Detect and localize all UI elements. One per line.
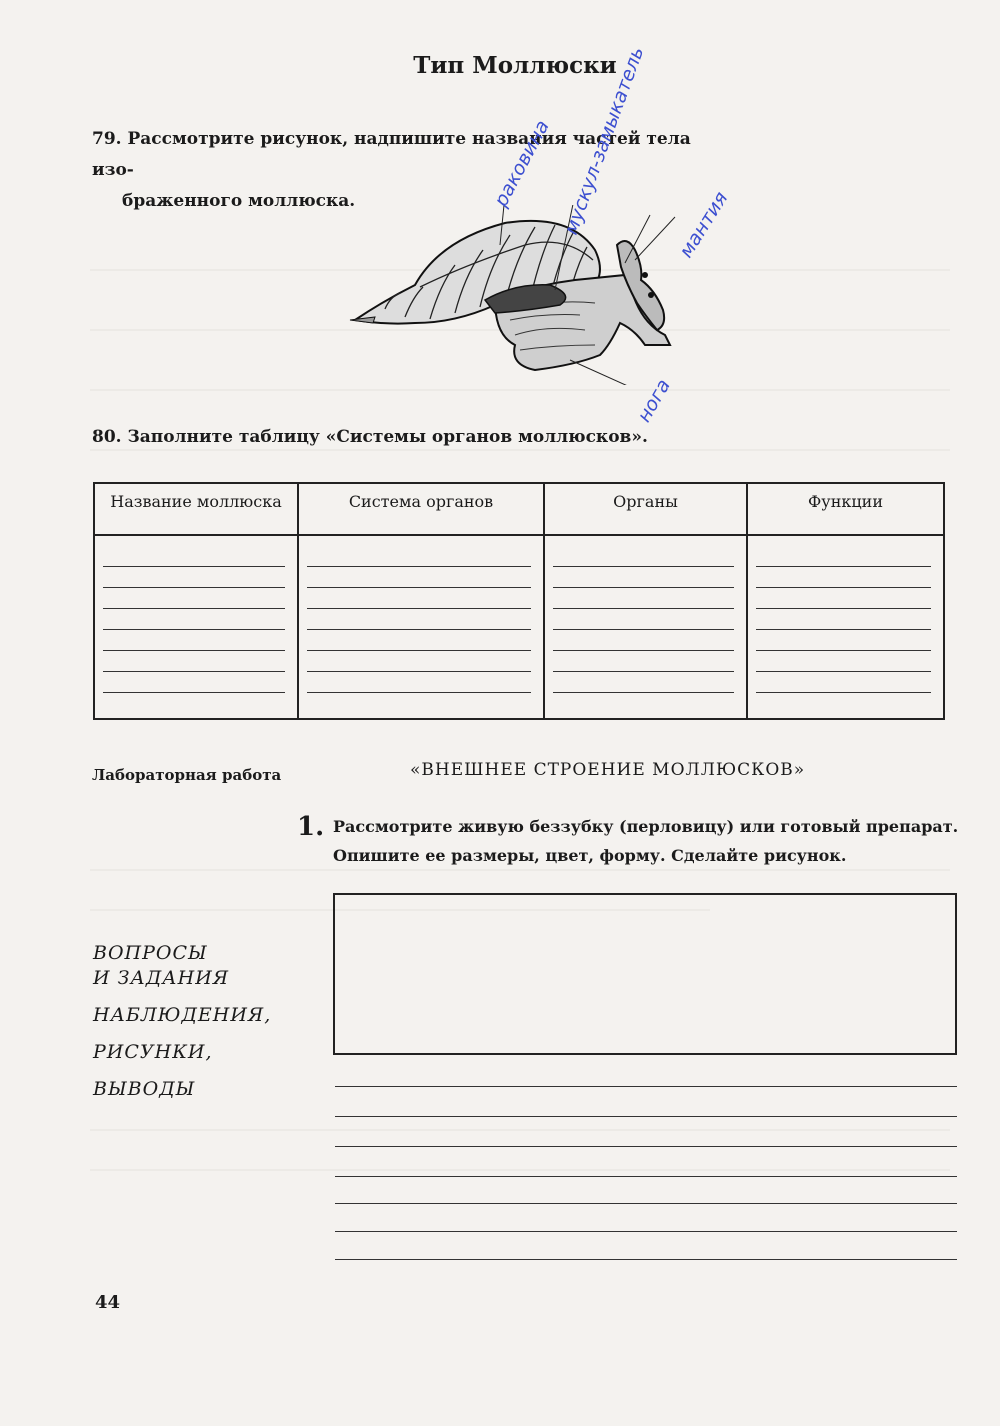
snail-illustration <box>345 205 690 385</box>
task-80 <box>92 422 792 453</box>
lab-step-line2: Опишите ее размеры, цвет, форму. Сделайте рисунок. <box>333 846 847 865</box>
handwritten-label-foot: нога <box>633 375 675 426</box>
handwritten-label-mantle: мантия <box>675 187 733 262</box>
task-79-number: 79. <box>92 129 122 149</box>
answer-line[interactable] <box>335 1231 957 1232</box>
table-header-row <box>94 483 944 535</box>
answer-line[interactable] <box>335 1203 957 1204</box>
column-header-organ-system: Система органов <box>298 483 544 535</box>
organ-systems-table <box>93 482 945 720</box>
column-header-mollusk-name: Название моллюска <box>94 483 298 535</box>
answer-line[interactable] <box>335 1146 957 1147</box>
answer-cell-organ-system[interactable] <box>298 535 544 719</box>
handwritten-label-shell: раковина <box>490 116 554 211</box>
task-80-number: 80. <box>92 427 122 447</box>
page-title: Тип Моллюски <box>413 52 617 79</box>
answer-line[interactable] <box>335 1086 957 1087</box>
sidebar-line3: НАБЛЮДЕНИЯ, <box>93 1004 272 1026</box>
answer-cell-organs[interactable] <box>544 535 747 719</box>
column-header-functions: Функции <box>747 483 944 535</box>
lab-step-text <box>333 812 973 870</box>
sidebar-line1: ВОПРОСЫ <box>93 942 208 964</box>
sidebar-section <box>93 937 313 1106</box>
lab-label: Лабораторная работа <box>92 766 282 784</box>
sidebar-line5: ВЫВОДЫ <box>93 1078 196 1100</box>
answer-line[interactable] <box>335 1176 957 1177</box>
sidebar-line2: И ЗАДАНИЯ <box>93 967 230 989</box>
column-header-organs: Органы <box>544 483 747 535</box>
lab-title: «ВНЕШНЕЕ СТРОЕНИЕ МОЛЛЮСКОВ» <box>410 760 806 780</box>
lab-step-line1: Рассмотрите живую беззубку (перловицу) или готовый препарат. <box>333 817 959 836</box>
handwritten-label-muscle: мускул-замыкатель <box>560 43 649 238</box>
lab-step-number: 1. <box>297 812 325 842</box>
page-number: 44 <box>95 1292 121 1313</box>
task-79-text-line1: Рассмотрите рисунок, надпишите названия частей тела изо- <box>92 129 691 180</box>
answer-line[interactable] <box>335 1259 957 1260</box>
table-answer-row <box>94 535 944 719</box>
answer-cell-functions[interactable] <box>747 535 944 719</box>
task-79 <box>92 124 732 217</box>
sidebar-line4: РИСУНКИ, <box>93 1041 213 1063</box>
drawing-box[interactable] <box>333 893 957 1055</box>
task-80-text: Заполните таблицу «Системы органов моллюсков». <box>127 427 648 447</box>
answer-cell-mollusk-name[interactable] <box>94 535 298 719</box>
task-79-text-line2: браженного моллюска. <box>122 191 356 211</box>
answer-line[interactable] <box>335 1116 957 1117</box>
